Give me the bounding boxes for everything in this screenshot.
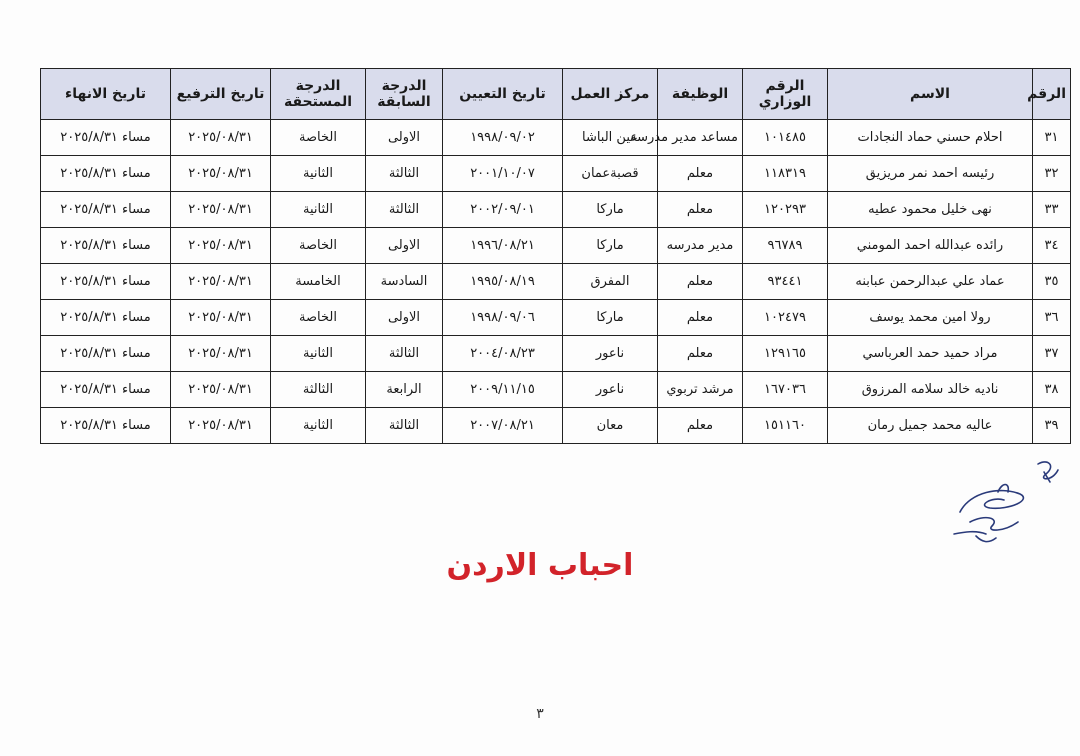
cell-name: رولا امين محمد يوسف [828,300,1033,336]
header-job: الوظيفة [658,69,743,120]
cell-due-grade: الثانية [271,408,366,444]
header-no: الرقم [1033,69,1071,120]
table-header [41,69,1071,120]
cell-due-grade: الخاصة [271,300,366,336]
cell-promo-date: ٢٠٢٥/٠٨/٣١ [171,156,271,192]
cell-workplace: عين الباشا [563,120,658,156]
cell-promo-date: ٢٠٢٥/٠٨/٣١ [171,408,271,444]
cell-job: معلم [658,408,743,444]
cell-no: ٣٨ [1033,372,1071,408]
cell-ministry-no: ١١٨٣١٩ [743,156,828,192]
table-row [41,336,1071,372]
cell-promo-date: ٢٠٢٥/٠٨/٣١ [171,300,271,336]
cell-no: ٣٤ [1033,228,1071,264]
cell-end-date: مساء ٢٠٢٥/٨/٣١ [41,264,171,300]
cell-name: نهى خليل محمود عطيه [828,192,1033,228]
cell-end-date: مساء ٢٠٢٥/٨/٣١ [41,156,171,192]
cell-end-date: مساء ٢٠٢٥/٨/٣١ [41,336,171,372]
cell-appoint-date: ٢٠٠٧/٠٨/٢١ [443,408,563,444]
header-appoint-date: تاريخ التعيين [443,69,563,120]
table-row [41,228,1071,264]
table-row [41,408,1071,444]
cell-promo-date: ٢٠٢٥/٠٨/٣١ [171,336,271,372]
cell-name: ناديه خالد سلامه المرزوق [828,372,1033,408]
promotion-table [40,68,1071,444]
cell-ministry-no: ١٠٢٤٧٩ [743,300,828,336]
cell-no: ٣٧ [1033,336,1071,372]
cell-job: معلم [658,264,743,300]
cell-ministry-no: ١٢٠٢٩٣ [743,192,828,228]
cell-job: مرشد تربوي [658,372,743,408]
table-row [41,156,1071,192]
cell-workplace: ناعور [563,372,658,408]
table-row [41,120,1071,156]
cell-name: عماد علي عبدالرحمن عبابنه [828,264,1033,300]
cell-no: ٣٦ [1033,300,1071,336]
cell-job: مدير مدرسه [658,228,743,264]
cell-job: معلم [658,156,743,192]
cell-prev-grade: السادسة [366,264,443,300]
header-end-date: تاريخ الانهاء [41,69,171,120]
cell-ministry-no: ١٠١٤٨٥ [743,120,828,156]
cell-ministry-no: ١٥١١٦٠ [743,408,828,444]
cell-promo-date: ٢٠٢٥/٠٨/٣١ [171,264,271,300]
cell-due-grade: الثانية [271,192,366,228]
cell-no: ٣٥ [1033,264,1071,300]
cell-appoint-date: ٢٠٠٤/٠٨/٢٣ [443,336,563,372]
cell-no: ٣٢ [1033,156,1071,192]
cell-prev-grade: الثالثة [366,192,443,228]
header-workplace: مركز العمل [563,69,658,120]
cell-prev-grade: الثالثة [366,336,443,372]
table-row [41,372,1071,408]
cell-ministry-no: ٩٣٤٤١ [743,264,828,300]
cell-no: ٣١ [1033,120,1071,156]
header-prev-grade: الدرجة السابقة [366,69,443,120]
header-ministry-no: الرقم الوزاري [743,69,828,120]
cell-name: عاليه محمد جميل رمان [828,408,1033,444]
cell-workplace: ماركا [563,192,658,228]
cell-prev-grade: الاولى [366,228,443,264]
cell-appoint-date: ٢٠٠٢/٠٩/٠١ [443,192,563,228]
watermark-text: احباب الاردن [446,548,634,583]
cell-name: مراد حميد حمد العرباسي [828,336,1033,372]
cell-appoint-date: ١٩٩٨/٠٩/٠٦ [443,300,563,336]
header-due-grade: الدرجة المستحقة [271,69,366,120]
cell-name: رئيسه احمد نمر مريزيق [828,156,1033,192]
cell-workplace: ماركا [563,228,658,264]
table-body [41,120,1071,444]
cell-workplace: ماركا [563,300,658,336]
cell-due-grade: الثالثة [271,372,366,408]
cell-job: معلم [658,300,743,336]
table-row [41,264,1071,300]
cell-job: معلم [658,336,743,372]
cell-due-grade: الثانية [271,336,366,372]
page-number: ٣ [536,706,544,722]
cell-prev-grade: الاولى [366,120,443,156]
cell-workplace: ناعور [563,336,658,372]
cell-end-date: مساء ٢٠٢٥/٨/٣١ [41,300,171,336]
cell-due-grade: الخامسة [271,264,366,300]
cell-name: رائده عبدالله احمد المومني [828,228,1033,264]
cell-due-grade: الثانية [271,156,366,192]
cell-job: معلم [658,192,743,228]
cell-ministry-no: ١٦٧٠٣٦ [743,372,828,408]
cell-workplace: المفرق [563,264,658,300]
handwritten-signature [940,452,1070,562]
cell-promo-date: ٢٠٢٥/٠٨/٣١ [171,372,271,408]
cell-ministry-no: ١٢٩١٦٥ [743,336,828,372]
cell-end-date: مساء ٢٠٢٥/٨/٣١ [41,228,171,264]
cell-end-date: مساء ٢٠٢٥/٨/٣١ [41,372,171,408]
cell-ministry-no: ٩٦٧٨٩ [743,228,828,264]
cell-workplace: معان [563,408,658,444]
cell-no: ٣٩ [1033,408,1071,444]
cell-name: احلام حسني حماد النجادات [828,120,1033,156]
cell-end-date: مساء ٢٠٢٥/٨/٣١ [41,408,171,444]
cell-prev-grade: الاولى [366,300,443,336]
cell-prev-grade: الثالثة [366,408,443,444]
cell-appoint-date: ٢٠٠١/١٠/٠٧ [443,156,563,192]
cell-appoint-date: ١٩٩٦/٠٨/٢١ [443,228,563,264]
cell-prev-grade: الرابعة [366,372,443,408]
cell-end-date: مساء ٢٠٢٥/٨/٣١ [41,120,171,156]
cell-due-grade: الخاصة [271,228,366,264]
cell-promo-date: ٢٠٢٥/٠٨/٣١ [171,192,271,228]
cell-workplace: قصبةعمان [563,156,658,192]
cell-prev-grade: الثالثة [366,156,443,192]
cell-no: ٣٣ [1033,192,1071,228]
table-row [41,192,1071,228]
header-name: الاسم [828,69,1033,120]
cell-appoint-date: ٢٠٠٩/١١/١٥ [443,372,563,408]
cell-appoint-date: ١٩٩٥/٠٨/١٩ [443,264,563,300]
cell-end-date: مساء ٢٠٢٥/٨/٣١ [41,192,171,228]
cell-promo-date: ٢٠٢٥/٠٨/٣١ [171,120,271,156]
cell-due-grade: الخاصة [271,120,366,156]
table-row [41,300,1071,336]
cell-promo-date: ٢٠٢٥/٠٨/٣١ [171,228,271,264]
header-promo-date: تاريخ الترفيع [171,69,271,120]
cell-appoint-date: ١٩٩٨/٠٩/٠٢ [443,120,563,156]
cell-job: مساعد مدير مدرسه [658,120,743,156]
